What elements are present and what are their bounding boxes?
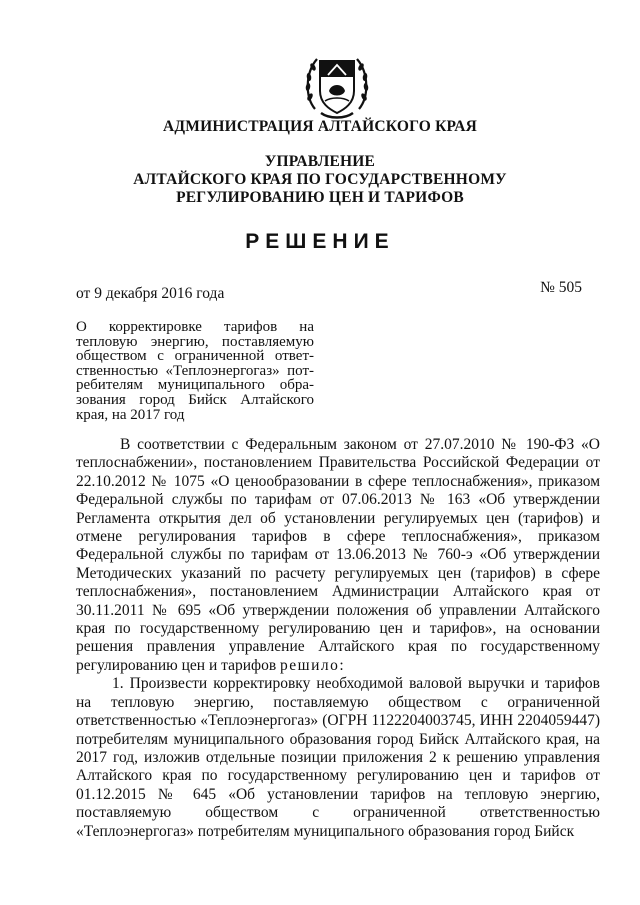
decided-word: решило <box>280 656 340 674</box>
subject-line: края, на 2017 год <box>76 406 185 423</box>
document-number: № 505 <box>540 279 582 296</box>
coat-of-arms-emblem <box>301 47 373 121</box>
department-line: РЕГУЛИРОВАНИЮ ЦЕН И ТАРИФОВ <box>176 189 464 206</box>
item-1-paragraph: 1. Произвести корректировку необходимой валовой выручки и тарифов на тепловую энергию, поставляемую обществом с ограниченной ответственностью «Теплоэнергогаз» (ОГРН 1122204003745, ИНН 2204059447) потребителям муниципального образования город Бийск Алтайского края, на 2017 год, изложив отдельные позиции приложения 2 к решению управления Алтайского края по государственному регулированию цен и тарифов от 01.12.2015 № 645 «Об установлении тарифов на тепловую энергию, поставляемую обществом с ограниченной ответственностью «Теплоэнергогаз» потребителям муниципального образования город Бийск <box>76 675 600 840</box>
preamble-text: В соответствии с Федеральным законом от 27.07.2010 № 190-ФЗ «О теплоснабжении», постановлением Правительства Российской Федерации от 22.10.2012 № 1075 «О ценообразовании в сфере теплоснабжения», приказом Федеральной службы по тарифам от 07.06.2013 № 163 «Об утверждении Регламента открытия дел об установлении регулируемых цен (тарифов) и отмене регулирования тарифов в сфере теплоснабжения», приказом Федеральной службы по тарифам от 13.06.2013 № 760-э «Об утверждении Методических указаний по расчету регулируемых цен (тарифов) в сфере теплоснабжения», постановлением Администрации Алтайского края от 30.11.2011 № 695 «Об утверждении положения об управлении Алтайского края по государственному регулированию цен и тарифов», на основании решения правления управление Алтайского края по государственному регулированию цен и тарифов <box>76 436 600 674</box>
decided-punctuation: : <box>339 656 344 674</box>
document-subject <box>76 320 314 422</box>
subject-line: О корректировке тарифов на <box>76 319 314 335</box>
department-name <box>0 153 640 207</box>
subject-line: обществом с ограниченной ответ- <box>76 348 314 365</box>
organization-name: АДМИНИСТРАЦИЯ АЛТАЙСКОГО КРАЯ <box>162 118 478 135</box>
subject-line: зования город Бийск Алтайского <box>76 391 314 408</box>
subject-line: ственностью «Теплоэнергогаз» пот- <box>76 362 314 379</box>
department-line: УПРАВЛЕНИЕ <box>264 153 376 170</box>
document-date: от 9 декабря 2016 года <box>76 285 225 302</box>
document-type-title: РЕШЕНИЕ <box>245 230 395 253</box>
department-line: АЛТАЙСКОГО КРАЯ ПО ГОСУДАРСТВЕННОМУ <box>133 171 507 188</box>
subject-line: тепловую энергию, поставляемую <box>76 333 314 350</box>
subject-line: ребителям муниципального обра- <box>76 377 314 394</box>
document-body <box>76 436 600 841</box>
preamble-paragraph <box>76 436 600 675</box>
